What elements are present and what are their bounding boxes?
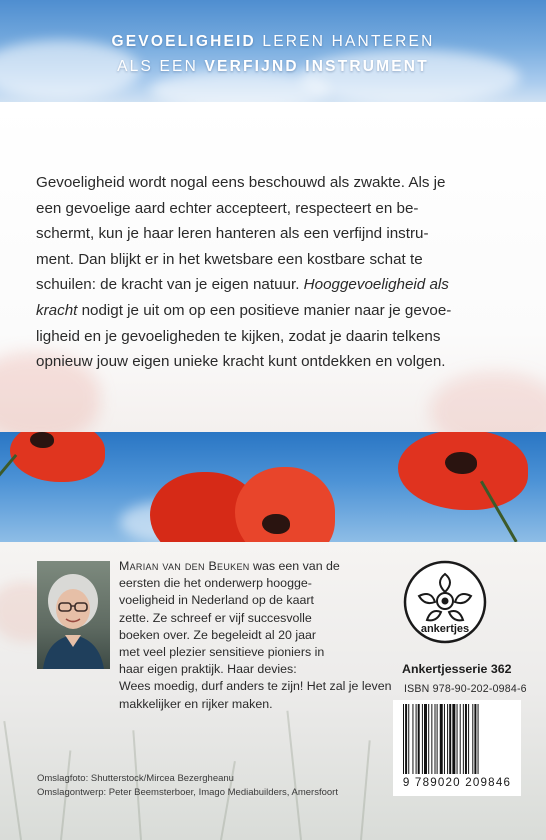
poppy-center: [445, 452, 477, 474]
blurb-fragment: schuilen: de kracht van je eigen natuur.: [36, 276, 304, 294]
barcode-bar: [431, 704, 432, 774]
barcode-number: 9 789020 209846: [402, 776, 512, 789]
poppy-center: [30, 432, 54, 448]
bio-line: boeken over. Ze begeleidt al 20 jaar: [119, 627, 317, 642]
cover-credits: [37, 772, 338, 800]
author-bio: [119, 558, 392, 713]
tagline-text: ALS EEN: [117, 58, 205, 75]
barcode-bar: [412, 704, 413, 774]
bio-line: haar eigen praktijk. Haar devies:: [119, 662, 297, 677]
photo-credit: Omslagfoto: Shutterstock/Mircea Bezergheanu: [37, 773, 234, 784]
ankertjes-rose-logo-icon: [403, 560, 487, 644]
blurb-text: [36, 170, 514, 375]
barcode-bar: [403, 704, 404, 774]
bio-line: met veel plezier sensitieve pioniers in: [119, 645, 325, 660]
blurb-line: [36, 298, 514, 324]
series-number: Ankertjesserie 362: [402, 662, 512, 676]
barcode-bar: [408, 704, 409, 774]
tagline-bold: VERFIJND INSTRUMENT: [204, 58, 429, 75]
tagline-text: LEREN HANTEREN: [255, 33, 435, 50]
bio-line: Wees moedig, durf anders te zijn! Het zal je leven: [119, 679, 392, 694]
blurb-fragment: nodigt je uit om op een positieve manier naar je gevoe-: [77, 301, 452, 319]
author-name: Marian van den Beuken: [119, 559, 250, 573]
barcode-bar: [437, 704, 438, 774]
grass-blade: [360, 740, 371, 840]
barcode-bar: [449, 704, 451, 774]
blurb-line: opnieuw jouw eigen unieke kracht kunt ontdekken en volgen.: [36, 353, 446, 371]
blurb-line: [36, 272, 514, 298]
bio-fragment: was een van de: [249, 559, 340, 573]
design-credit: Omslagontwerp: Peter Beemsterboer, Imago Mediabuilders, Amersfoort: [37, 787, 338, 798]
bio-line: zette. Ze schreef er vijf succesvolle: [119, 610, 312, 625]
poppy-photo-band: [0, 432, 546, 542]
poppy-flower: [10, 432, 105, 482]
barcode-bar: [472, 704, 473, 774]
barcode-bar: [435, 704, 436, 774]
book-title-italic: Hooggevoeligheid als: [303, 276, 449, 294]
barcode-bar: [474, 704, 476, 774]
blurb-line: ligheid en je gevoeligheden te kijken, zodat je daarin telkens: [36, 327, 441, 345]
bio-line: voeligheid in Nederland op de kaart: [119, 593, 314, 608]
author-photo: [37, 561, 110, 669]
barcode-bars: [401, 704, 513, 774]
barcode-bar: [422, 704, 423, 774]
barcode-bar: [444, 704, 445, 774]
blurb-line: ment. Dan blijkt er in het kwetsbare een kostbare schat te: [36, 250, 423, 268]
tagline-line-2: [0, 58, 546, 76]
barcode-bar: [416, 704, 417, 774]
tagline-bold: GEVOELIGHEID: [111, 33, 256, 50]
sky-header: [0, 0, 546, 102]
poppy-center: [262, 514, 290, 534]
barcode-bar: [405, 704, 407, 774]
bio-line: makkelijker en rijker maken.: [119, 696, 273, 711]
book-title-italic: kracht: [36, 301, 78, 319]
barcode-bar: [463, 704, 464, 774]
barcode: [393, 700, 521, 796]
barcode-bar: [424, 704, 427, 774]
barcode-bar: [478, 704, 479, 774]
grass-blade: [3, 721, 22, 840]
barcode-bar: [440, 704, 443, 774]
bio-line: eersten die het onderwerp hoogge-: [119, 576, 312, 591]
barcode-bar: [452, 704, 455, 774]
blurb-line: een gevoelige aard echter accepteert, respecteert en be-: [36, 199, 419, 217]
logo-text: ankertjes: [420, 623, 470, 635]
blurb-line: schermt, kun je haar leren hanteren als een verfijnd instru-: [36, 225, 429, 243]
barcode-bar: [447, 704, 448, 774]
bio-line: [119, 558, 381, 575]
barcode-bar: [460, 704, 461, 774]
barcode-bar: [457, 704, 458, 774]
barcode-bar: [465, 704, 467, 774]
barcode-bar: [428, 704, 429, 774]
author-portrait: [37, 561, 110, 669]
blurb-line: Gevoeligheid wordt nogal eens beschouwd als zwakte. Als je: [36, 174, 446, 191]
barcode-bar: [468, 704, 469, 774]
barcode-bar: [418, 704, 420, 774]
tagline-line-1: [0, 33, 546, 51]
poppy-stem: [0, 454, 17, 487]
isbn-text: ISBN 978-90-202-0984-6: [404, 683, 527, 695]
